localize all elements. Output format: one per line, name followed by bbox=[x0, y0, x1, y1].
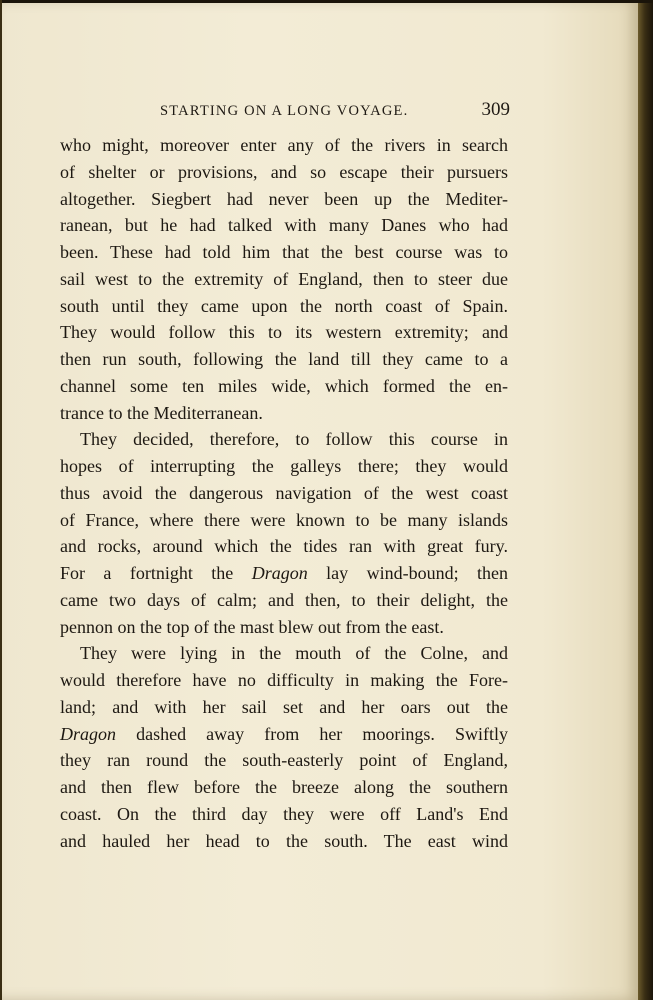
text-line: trance to the Mediterranean. bbox=[60, 402, 263, 423]
page-number: 309 bbox=[481, 99, 510, 120]
text-line: then run south, following the land till they came to a bbox=[60, 349, 508, 369]
text-line: sail west to the extremity of England, then to steer due bbox=[60, 268, 508, 289]
body-text bbox=[60, 132, 508, 854]
text-line: of France, where there were known to be many islands bbox=[60, 509, 508, 530]
text-line: south until they came upon the north coast of Spain. bbox=[60, 295, 508, 316]
text-line: and rocks, around which the tides ran with great fury. bbox=[60, 536, 508, 557]
text-line: altogether. Siegbert had never been up the Mediter- bbox=[60, 188, 508, 209]
text-line: land; and with her sail set and her oars out the bbox=[60, 696, 508, 717]
text-line: would therefore have no difficulty in making the Fore- bbox=[60, 670, 508, 690]
running-title: STARTING ON A LONG VOYAGE. bbox=[160, 103, 409, 119]
text-line: They would follow this to its western extremity; and bbox=[60, 322, 508, 343]
ship-name-italic: Dragon bbox=[60, 723, 117, 744]
text-line bbox=[60, 560, 508, 587]
text-line: hopes of interrupting the galleys there; they would bbox=[60, 456, 508, 476]
text-segment: dashed away from her moorings. Swiftly bbox=[116, 723, 508, 744]
ship-name-italic: Dragon bbox=[251, 563, 308, 583]
text-line: thus avoid the dangerous navigation of the west coast bbox=[60, 482, 508, 503]
text-line: and hauled her head to the south. The east wind bbox=[60, 830, 508, 851]
text-line: coast. On the third day they were off Land's End bbox=[60, 803, 508, 824]
page-header bbox=[60, 99, 510, 125]
book-binding-edge bbox=[638, 0, 653, 1000]
text-line: of shelter or provisions, and so escape their pursuers bbox=[60, 161, 508, 182]
text-line: and then flew before the breeze along the southern bbox=[60, 777, 508, 797]
text-line: they ran round the south-easterly point of England, bbox=[60, 750, 508, 771]
scan-top-edge bbox=[0, 0, 653, 3]
text-line: came two days of calm; and then, to their delight, the bbox=[60, 589, 508, 610]
text-line: been. These had told him that the best course was to bbox=[60, 242, 508, 262]
text-line: who might, moreover enter any of the rivers in search bbox=[60, 135, 508, 155]
scan-left-edge bbox=[0, 0, 2, 1000]
paragraph-start-line: They decided, therefore, to follow this course in bbox=[80, 429, 508, 450]
text-segment: For a fortnight the bbox=[60, 563, 252, 583]
paragraph-start-line: They were lying in the mouth of the Colne, and bbox=[80, 643, 508, 664]
text-line bbox=[60, 721, 508, 748]
text-segment: lay wind-bound; then bbox=[307, 563, 508, 583]
text-line: channel some ten miles wide, which formed the en- bbox=[60, 375, 508, 396]
text-line: ranean, but he had talked with many Danes who had bbox=[60, 215, 508, 236]
text-line: pennon on the top of the mast blew out from the east. bbox=[60, 616, 444, 637]
